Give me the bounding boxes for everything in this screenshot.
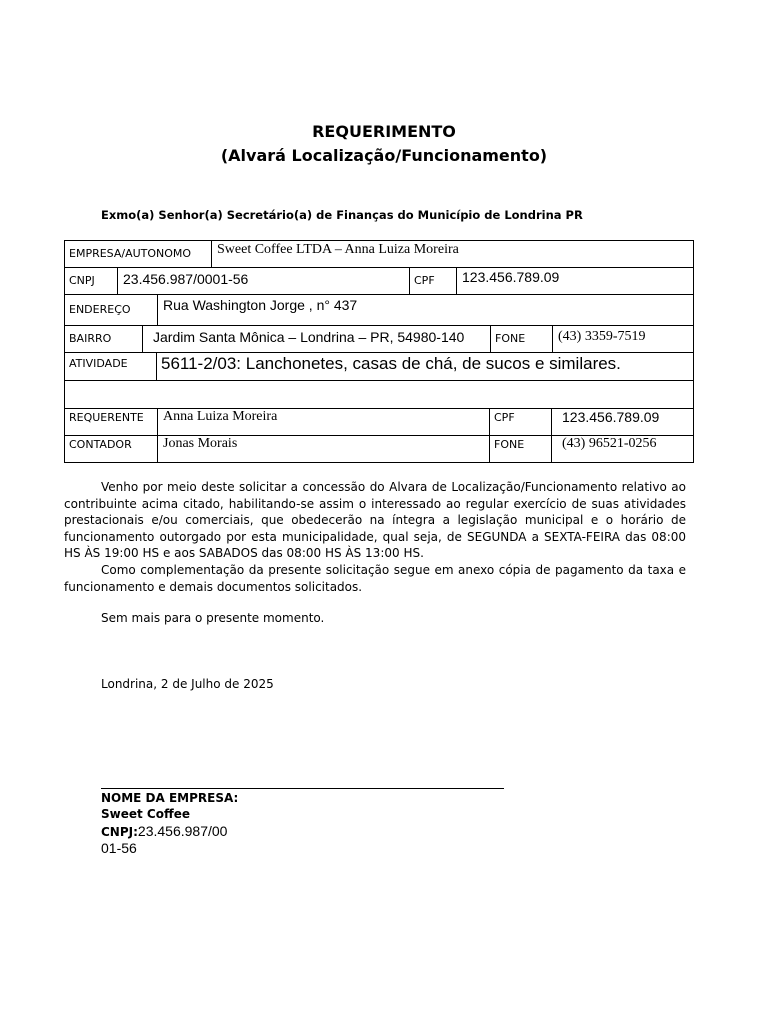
form-row-bairro [64,325,694,353]
contador-fone-value: (43) 96521-0256 [551,436,693,462]
bairro-value: Jardim Santa Mônica – Londrina – PR, 54980-140 [142,326,490,352]
request-body [64,479,686,595]
cpf-value: 123.456.789.09 [456,268,693,294]
requerente-label: REQUERENTE [69,411,144,424]
endereco-label: ENDEREÇO [69,303,131,316]
form-row-atividade [64,352,694,381]
requerente-cpf-value: 123.456.789.09 [551,409,693,435]
document-subtitle: (Alvará Localização/Funcionamento) [220,146,548,165]
contador-fone-label: FONE [489,436,551,462]
form-row-endereco [64,294,694,326]
signature-line [101,788,504,789]
document-title: REQUERIMENTO [312,122,456,141]
atividade-label: ATIVIDADE [69,357,128,370]
requerente-cpf-label: CPF [489,409,551,435]
contador-label: CONTADOR [69,438,132,451]
endereco-value: Rua Washington Jorge , n° 437 [157,295,693,325]
salutation: Exmo(a) Senhor(a) Secretário(a) de Finanças do Município de Londrina PR [101,208,583,222]
closing-text: Sem mais para o presente momento. [101,611,325,625]
empresa-value: Sweet Coffee LTDA – Anna Luiza Moreira [211,241,693,267]
signature-cnpj-label: CNPJ: [101,825,138,839]
empresa-label: EMPRESA/AUTONOMO [69,247,192,260]
body-paragraph-2: Como complementação da presente solicitação segue em anexo cópia de pagamento da taxa e funcionamento e demais documentos solicitados. [64,562,686,594]
form-row-empresa [64,240,694,268]
bairro-label: BAIRRO [69,332,112,345]
signature-cnpj-value-1: 23.456.987/00 [137,823,228,839]
signature-cnpj [101,823,227,839]
signature-cnpj-value-2: 01-56 [101,840,137,856]
atividade-value: 5611-2/03: Lanchonetes, casas de chá, de sucos e similares. [156,353,693,380]
contador-value: Jonas Morais [157,436,489,462]
place-date: Londrina, 2 de Julho de 2025 [101,677,274,691]
form-row-requerente [64,408,694,436]
signature-company-label: NOME DA EMPRESA: [101,791,239,805]
fone-label: FONE [490,326,552,352]
cnpj-label: CNPJ [69,274,95,287]
fone-value: (43) 3359-7519 [552,326,693,352]
form-row-empty [64,380,694,409]
form-row-cnpj [64,267,694,295]
form-row-contador [64,435,694,463]
body-paragraph-1: Venho por meio deste solicitar a concessão do Alvara de Localização/Funcionamento relativo ao contribuinte acima citado, habilitando-se assim o interessado ao regular exercício de suas atividades prestacionais e/ou comerciais, que obedecerão na íntegra a legislação municipal e o horário de funcionamento outorgado por esta municipalidade, qual seja, de SEGUNDA a SEXTA-FEIRA das 08:00 HS ÀS 19:00 HS e aos SABADOS das 08:00 HS ÀS 13:00 HS. [64,480,686,561]
cpf-label: CPF [409,268,456,294]
request-form-table [64,240,694,463]
signature-company-name: Sweet Coffee [101,807,190,821]
requerente-value: Anna Luiza Moreira [157,409,489,435]
cnpj-value: 23.456.987/0001-56 [117,268,409,294]
